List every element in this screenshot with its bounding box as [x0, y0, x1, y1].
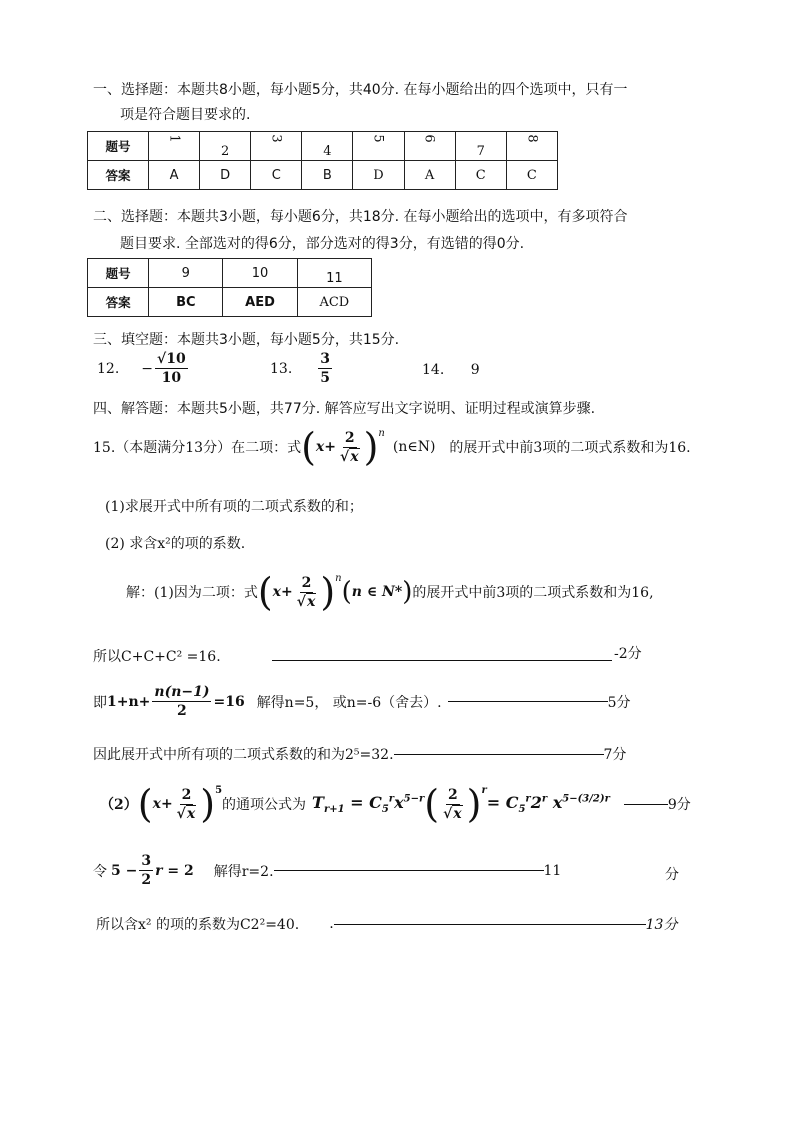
step-5-prefix: 令: [93, 863, 107, 880]
q15-part1: (1)求展开式中所有项的二项式系数的和；: [105, 499, 363, 515]
step-2: [93, 683, 631, 720]
table-row-answers: [88, 288, 372, 317]
table-cell: ACD: [297, 288, 371, 317]
table-cell: D: [200, 161, 251, 190]
step-1-score: -2分: [614, 646, 642, 662]
step-6-text: 所以含x² 的项的系数为C2²=40.: [96, 917, 300, 933]
step-4-dashes: [624, 804, 668, 805]
general-term-result: = $C_5^r2^r$ $x^{5-(3/2)r}$: [486, 792, 610, 816]
table-header-question: 题号: [88, 132, 149, 161]
answer-table-choice: [87, 131, 558, 190]
left-paren: (: [257, 570, 273, 614]
binomial-fraction: $\frac{2}{√x}$: [340, 429, 359, 465]
solution-cond: n ∈ N*: [351, 584, 403, 600]
section4-heading: 四、解答题：本题共5小题，共77分. 解答应写出文字说明、证明过程或演算步骤.: [93, 401, 596, 417]
table-cell: 8: [506, 132, 557, 161]
q15-cond: (n∈N): [392, 439, 436, 455]
answer-table-multi: [87, 258, 372, 317]
table-row-answers: [88, 161, 558, 190]
table-cell: D: [353, 161, 404, 190]
q13-fraction: $\frac{3}{5}$: [320, 351, 331, 386]
step-5-unit: 分: [665, 867, 679, 883]
table-cell: 9: [149, 259, 223, 288]
q14-label: 14.: [422, 362, 445, 378]
step-2-prefix: 即: [93, 694, 107, 711]
q15-statement: 15.（本题满分13分）在二项：式 ( x + $\frac{2}{√x}$ ) $^n$ (n∈N) 的展开式中前3项的二项式系数和为16.: [93, 425, 691, 469]
table-cell: 11: [297, 259, 371, 288]
section2-line2: 题目要求. 全部选对的得6分，部分选对的得3分，有选错的得0分.: [120, 236, 525, 252]
binomial-fraction: $\frac{2}{√x}$: [296, 574, 316, 610]
right-paren: ): [320, 570, 336, 614]
q13-label: 13.: [270, 360, 293, 377]
step-4: （2） ( x + $\frac{2}{√x}$ ) $^5$ 的通项公式为 $T_{r+1} = C_5^rx^{5-r}$ ( $\frac{2}{√x}$ ) $^r$ = $C_5^r2^r$ $x^{5-(3/2)r}$ 9分: [100, 782, 691, 826]
step-1: 所以C+C+C² =16.: [93, 649, 221, 665]
step-6-dashes: [334, 924, 646, 925]
q15-intro: 15.（本题满分13分）在二项：式: [93, 440, 302, 456]
left-paren: (: [301, 425, 316, 469]
table-cell: AED: [223, 288, 297, 317]
q12-fraction: $\frac{√10}{10}$: [157, 351, 186, 386]
table-cell: C: [455, 161, 506, 190]
q12-sign: −: [141, 360, 153, 377]
table-cell: 1: [148, 132, 199, 161]
fill-answer-13: [270, 350, 334, 387]
table-cell: 3: [251, 132, 302, 161]
table-cell: 4: [302, 132, 353, 161]
step-3-text: 因此展开式中所有项的二项式系数的和为2⁵=32.: [93, 747, 394, 763]
step-2-eq-right: =16: [213, 693, 245, 710]
step-2-text: 解得n=5， 或n=-6（舍去）.: [256, 694, 442, 711]
step-3-dashes: [394, 754, 604, 755]
section2-line1: 二、选择题：本题共3小题，每小题6分，共18分. 在每小题给出的选项中，有多项符合: [93, 209, 628, 225]
q15-part2: (2) 求含x²的项的系数.: [105, 536, 246, 552]
q15-tail: 的展开式中前3项的二项式系数和为16.: [449, 440, 691, 456]
fill-answer-14: [422, 362, 480, 378]
table-cell: 6: [404, 132, 455, 161]
table-cell: 7: [455, 132, 506, 161]
step-2-fraction: $\frac{n(n-1)}{2}$: [154, 684, 210, 719]
step-6-score: 13分: [645, 917, 678, 933]
table-row-questions: [88, 259, 372, 288]
table-cell: 2: [200, 132, 251, 161]
step-5-dashes: [274, 870, 544, 871]
step-3-score: 7分: [603, 747, 627, 763]
step-5-score: 11: [543, 862, 562, 879]
section1-line2: 项是符合题目要求的.: [120, 107, 251, 123]
table-cell: BC: [149, 288, 223, 317]
table-header-question: 题号: [88, 259, 149, 288]
step-6: 所以含x² 的项的系数为C2²=40. . 13分: [96, 916, 678, 933]
binomial-fraction: $\frac{2}{√x}$: [176, 786, 196, 822]
step-2-eq-left: 1+n+: [107, 693, 151, 710]
part-2-label: （2）: [100, 797, 138, 813]
q12-label: 12.: [97, 360, 120, 377]
q14-value: 9: [470, 362, 480, 378]
solution-intro-text: 解：(1)因为二项：式: [126, 585, 258, 601]
step-5-fraction: $\frac{3}{2}$: [141, 853, 152, 888]
table-cell: C: [251, 161, 302, 190]
table-cell: A: [148, 161, 199, 190]
table-cell: A: [404, 161, 455, 190]
section3-heading: 三、填空题：本题共3小题，每小题5分，共15分.: [93, 332, 400, 348]
solution-tail: 的展开式中前3项的二项式系数和为16,: [412, 585, 654, 601]
step-2-dashes: [448, 701, 608, 702]
solution-intro: 解：(1)因为二项：式 ( x + $\frac{2}{√x}$ ) $^n$ ( n ∈ N* ) 的展开式中前3项的二项式系数和为16,: [126, 570, 654, 614]
step-2-score: 5分: [607, 694, 631, 711]
step-5: 令 5 − $\frac{3}{2}$ r = 2 解得r=2. 11: [93, 853, 562, 888]
table-cell: 10: [223, 259, 297, 288]
table-cell: C: [506, 161, 557, 190]
fill-answer-12: [97, 350, 190, 387]
step-1-rule: [272, 660, 612, 661]
step-3: [93, 744, 626, 764]
table-cell: B: [302, 161, 353, 190]
step-4-score: 9分: [667, 797, 691, 813]
section1-line1: 一、选择题：本题共8小题，每小题5分，共40分. 在每小题给出的四个选项中，只有一: [93, 82, 628, 98]
general-term-formula: $T_{r+1} = C_5^rx^{5-r}$: [312, 792, 425, 816]
binomial-fraction: $\frac{2}{√x}$: [443, 786, 462, 822]
table-header-answer: 答案: [88, 288, 149, 317]
table-header-answer: 答案: [88, 161, 149, 190]
step-5-text: 解得r=2.: [213, 863, 274, 880]
table-row-questions: [88, 132, 558, 161]
table-cell: 5: [353, 132, 404, 161]
part-2-text: 的通项公式为: [222, 797, 307, 813]
right-paren: ): [363, 425, 379, 469]
